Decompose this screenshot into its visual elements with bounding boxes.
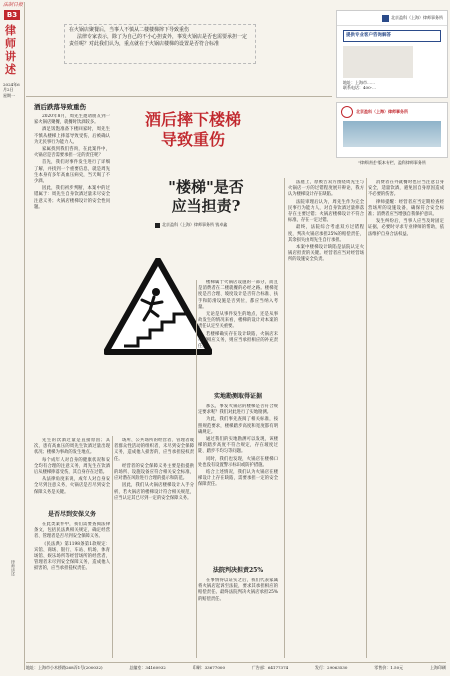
right-body-2 (368, 180, 444, 650)
ad-footer: "律师讲述"版本专栏，盈科律师事务所 (358, 160, 426, 165)
sub-title (150, 178, 262, 216)
right-paragraph: 最终，法院综合考虑双方过错程度，判决火锅店承担25%的赔偿责任，其余损失由周先生自行承担。 (288, 225, 364, 243)
middle-paragraph: 因此，我们从火锅店楼梯设计入手分析，若火锅店的楼梯设计符合相关规范，应当认定其已尽到一定的安全保障义务。 (114, 483, 194, 501)
byline-square-icon (155, 223, 160, 228)
right-body (288, 180, 364, 650)
center-body-3 (198, 578, 278, 638)
left-paragraph: 首先，我们对事件发生进行了详细了解，并找到一个重要信息，就是周先生本身有多年高血压病史，当天喝了不少酒。 (34, 160, 110, 185)
section-title: 律师讲述 (5, 24, 16, 76)
center-paragraph: 为此，我们事先查阅了相关标准，按照规范要求，楼梯踏步高度和宽度都有明确规定。 (198, 417, 278, 435)
center-paragraph: 那么，事发火锅店的楼梯是否符合规定要求呢？我们对此进行了实地勘测。 (198, 404, 278, 416)
ad-logo-icon (382, 15, 389, 22)
intro-line-2: 法律专家表示，除了为自己的不小心担责外，事发火锅店是否也需要承担一定责任呢？对此我们认为，重点就在于火锅店楼梯的设置是否符合标准 (69, 34, 248, 47)
right-paragraph: 法院审理后认为，周先生作为完全民事行为能力人，对自身饮酒过量摔落存在主要过错；火锅店楼梯设计不符合标准，存在一定过错。 (288, 199, 364, 224)
middle-paragraph: 经营者的安全保障义务主要是指提供的场所、设施设备应符合相关安全标准，应对潜在风险进行合理的提示和防范。 (114, 463, 194, 482)
ad-top (336, 10, 448, 98)
right-paragraph: 律师提醒：经营者应当定期检查经营场所的设施设备，确保符合安全标准；消费者应当增强自我保护意识。 (368, 199, 444, 218)
footer (26, 665, 446, 670)
center-paragraph: 同时，我们也发现，火锅店在楼梯口处也没有设置警示标识或防护措施。 (198, 456, 278, 468)
ad-line-1: 地址：上海市…… (343, 80, 375, 85)
center-heading: 实地勘测取得证据 (213, 393, 262, 400)
center-paragraph: 在事情得以证实之后，我们代表家属将火锅店起诉至法院，要求其承担相应的赔偿责任。最终法院判决火锅店承担25%的赔偿责任。 (198, 578, 278, 602)
footer-ads: 广告部：64177374 (251, 665, 289, 670)
ad-brand-2: 北京盈科（上海）律师事务所 (356, 109, 408, 115)
center-heading-2: 法院判决担责25% (212, 567, 264, 574)
issue-date: 2024年6月2日 (3, 82, 20, 93)
right-paragraph: 消费者在外就餐时也应当注意自身安全，适量饮酒，避免因自身原因造成不必要的伤害。 (368, 180, 444, 198)
issue-weekday: 星期一 (3, 93, 15, 98)
left-paragraph: 家属找到我们咨询，在此案件中，火锅店是否需要承担一定的责任呢？ (34, 147, 110, 159)
ad-seal-icon (341, 106, 353, 118)
site-watermark: 法制日报 (3, 2, 24, 8)
lower-left-paragraph: 《民法典》第1198条第1款规定：宾馆、商场、银行、车站、机场、体育场馆、娱乐场所等经营场所的经营者、管理者未尽到安全保障义务，造成他人损害的，应当承担侵权责任。 (34, 541, 110, 572)
byline (155, 222, 285, 228)
middle-body (114, 438, 194, 658)
ad-photo (343, 121, 441, 147)
ad-line-2: 联系电话：400-… (343, 85, 376, 91)
right-paragraph: 法庭上，原被告双方围绕周先生与火锅店一方的过错程度展开辩论，我方认为楼梯设计存在缺陷。 (288, 180, 364, 198)
ad-tagline: 提供专业客户咨询解答 (343, 30, 441, 42)
sub-title-line-2: 应当担责? (171, 197, 241, 215)
intro-line-1: 在火锅店聚餐后，当事人不慎从二楼楼梯摔下导致重伤 (69, 27, 190, 33)
footer-address: 地址：上海市小木桥路268弄1号(200032) (26, 665, 103, 670)
right-paragraph: 发生纠纷后，当事人应当及时固定证据，必要时寻求专业律师的帮助，依法维护自身合法权益。 (368, 219, 444, 237)
right-paragraph: 本案中楼梯设计缺陷是法院认定火锅店担责的关键。经营者应当对经营场所的设施安全负责。 (288, 245, 364, 263)
page-code: B3 (4, 10, 20, 20)
ad-brand: 北京盈科（上海）律师事务所 (391, 15, 443, 21)
intro-box (64, 24, 256, 64)
center-paragraph: 通过我们的实地勘测可以发现，该楼梯的踏步高度不符合规定，存在坡度过陡、踏步不均匀等问题。 (198, 437, 278, 455)
byline-text: 北京盈科（上海）律师事务所 钱卓鑫 (162, 222, 228, 227)
title-line-2: 导致重伤 (160, 130, 225, 149)
center-body (198, 280, 278, 390)
center-paragraph: 无论是从事件发生的地点，还是从事故发生的情况来看，楼梯的设计对本案的责任认定至关重要。 (198, 312, 278, 330)
middle-paragraph: 场所、公共场所的经营者、管理者或者群众性活动的组织者，未尽到安全保障义务，造成他人损害的，应当承担侵权责任。 (114, 438, 194, 462)
lower-left-paragraph: 每个成年人对自身的健康状况和安全均有合理的注意义务，周先生在饮酒后从楼梯摔落受伤，其自身存在过错。 (34, 457, 110, 476)
main-title (118, 110, 268, 150)
footer-office: 总编室：34160932 (129, 665, 166, 670)
footer-price: 零售价：1.50元 (374, 665, 404, 670)
lower-left-paragraph: 在此类案件中，我们需要查阅法律条文，包括民法典相关规定，确定经营者、管理者是否尽到安全保障义务。 (34, 522, 110, 540)
left-paragraph: 2020年8月，周先生邀请朋友到一家火锅店聚餐，就餐时饮酒较多。 (34, 114, 110, 126)
ad-second (336, 102, 448, 158)
lower-left-heading: 是否尽到安保义务 (47, 511, 96, 518)
footer-printer: 上海印刷 (429, 665, 446, 670)
sub-title-line-1: "楼梯"是否 (168, 178, 244, 196)
lower-left-paragraph: 先生的饮酒过量是直接原因；其次，患有高血压的周先生饮酒过量出现状况；楼梯为事故的发生地点。 (34, 438, 110, 456)
left-paragraph: 因此，我们初步判断，本案中的过错属于：周先生自身饮酒过量未尽安全注意义务；火锅店楼梯设计的安全性问题。 (34, 186, 110, 210)
ad-image (343, 46, 413, 78)
title-line-1: 酒后摔下楼梯 (144, 110, 241, 129)
center-paragraph: 结合上述情况，我们认为火锅店在楼梯设计上存在缺陷，需要承担一定的安全保障责任。 (198, 470, 278, 488)
left-heading: 酒后跌落导致重伤 (34, 103, 86, 111)
lower-left-paragraph: 从法律角度来说，成年人对自身安全尽到注意义务，火锅店是否尽到安全保障义务是关键。 (34, 477, 110, 495)
footer-print: 印刷：33677000 (192, 665, 225, 670)
center-paragraph: 若楼梯确实存在设计缺陷，火锅店未尽到相应义务，则应当承担相应的补充责任。 (198, 331, 278, 350)
lower-left-body-2 (34, 522, 110, 662)
center-paragraph: 楼梯属于火锅店设施的一部分，而且是消费者在二楼就餐的必经之路。楼梯宽度是否合理、坡度设计是否符合标准、扶手和防滑设施是否到位，都应当纳入考量。 (198, 280, 278, 310)
left-paragraph: 酒足饭饱准备下楼回家时，周先生不慎从楼梯上摔落导致受伤，后被确认为无民事行为能力人。 (34, 127, 110, 145)
footer-distribution: 发行：29063530 (315, 665, 348, 670)
lower-left-body (34, 438, 110, 508)
side-strip: 律师讲述 (11, 560, 16, 576)
center-body-2 (198, 404, 278, 564)
left-body (34, 114, 110, 324)
